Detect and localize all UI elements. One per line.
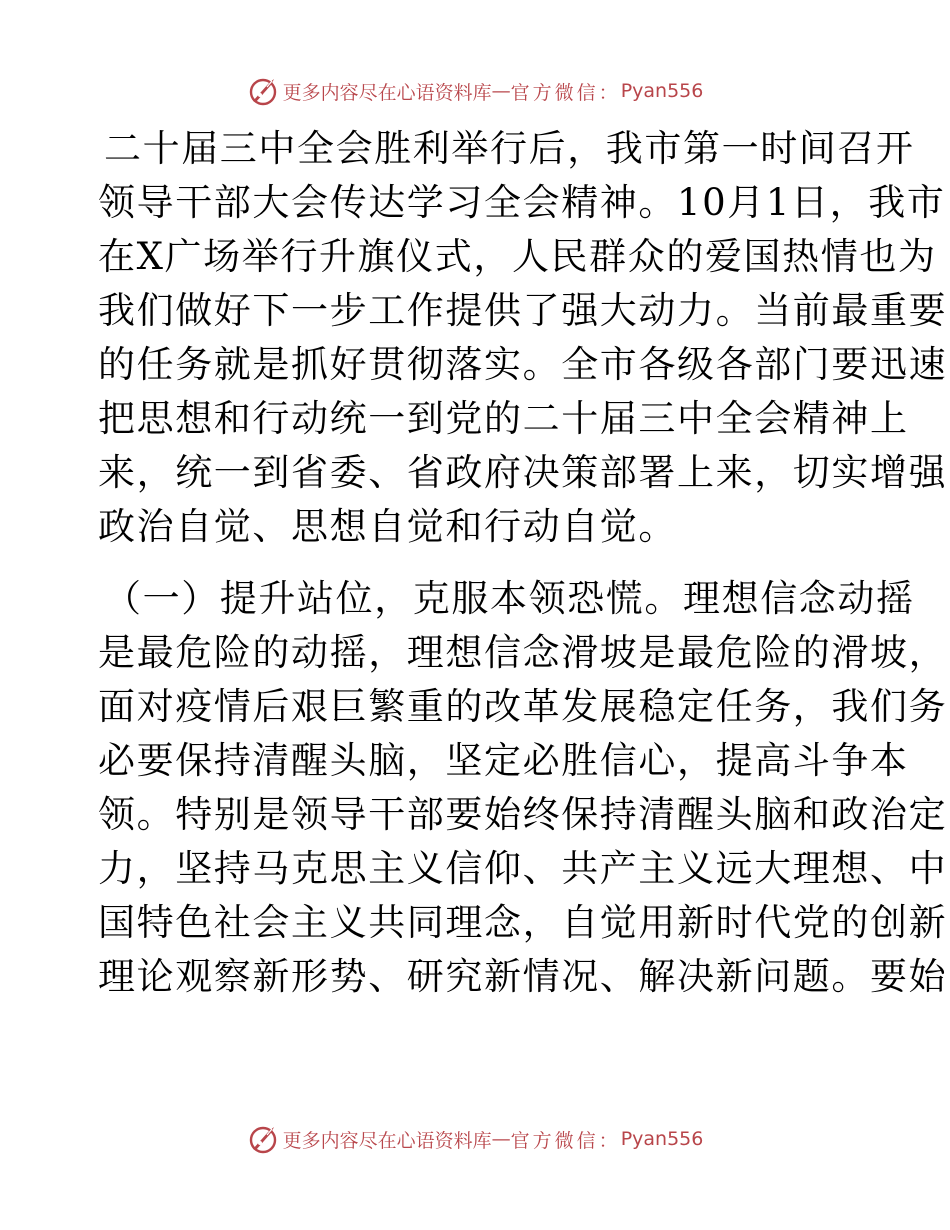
text-line: 领导干部大会传达学习全会精神。10月1日，我市 bbox=[98, 181, 946, 224]
quill-pen-seal-icon bbox=[247, 1123, 279, 1155]
watermark-official-label: 官方微信： bbox=[510, 81, 621, 104]
text-line: 力，坚持马克思主义信仰、共产主义远大理想、中 bbox=[98, 847, 948, 890]
text-line: 领。特别是领导干部要始终保持清醒头脑和政治定 bbox=[98, 793, 948, 836]
watermark-wechat-id: Pyan556 bbox=[620, 1128, 704, 1150]
text-line: 必要保持清醒头脑，坚定必胜信心，提高斗争本 bbox=[98, 739, 909, 782]
footer-watermark bbox=[0, 1122, 950, 1156]
text-line: 政治自觉、思想自觉和行动自觉。 bbox=[98, 505, 677, 548]
document-body bbox=[98, 122, 948, 1004]
text-line: 把思想和行动统一到党的二十届三中全会精神上 bbox=[98, 397, 909, 440]
text-line: 二十届三中全会胜利举行后，我市第一时间召开 bbox=[104, 127, 915, 170]
paragraph-2 bbox=[98, 572, 948, 1004]
text-line: 面对疫情后艰巨繁重的改革发展稳定任务，我们务 bbox=[98, 685, 948, 728]
text-line: 是最危险的动摇，理想信念滑坡是最危险的滑坡， bbox=[98, 631, 948, 674]
text-line: 理论观察新形势、研究新情况、解决新问题。要始 bbox=[98, 955, 948, 998]
text-line: （一）提升站位，克服本领恐慌。理想信念动摇 bbox=[104, 577, 915, 620]
text-line: 来，统一到省委、省政府决策部署上来，切实增强 bbox=[98, 451, 948, 494]
text-line: 国特色社会主义共同理念，自觉用新时代党的创新 bbox=[98, 901, 948, 944]
watermark-dash: — bbox=[491, 1128, 511, 1150]
quill-pen-seal-icon bbox=[247, 75, 279, 107]
text-line: 我们做好下一步工作提供了强大动力。当前最重要 bbox=[98, 289, 948, 332]
watermark-dash: — bbox=[491, 80, 511, 102]
watermark-text: 更多内容尽在心语资料库 bbox=[282, 1129, 492, 1152]
watermark-wechat-id: Pyan556 bbox=[620, 80, 704, 102]
watermark-text: 更多内容尽在心语资料库 bbox=[282, 81, 492, 104]
header-watermark bbox=[0, 74, 950, 108]
text-line: 的任务就是抓好贯彻落实。全市各级各部门要迅速 bbox=[98, 343, 948, 386]
text-line: 在X广场举行升旗仪式，人民群众的爱国热情也为 bbox=[98, 235, 937, 278]
watermark-official-label: 官方微信： bbox=[510, 1129, 621, 1152]
paragraph-1 bbox=[98, 122, 948, 554]
